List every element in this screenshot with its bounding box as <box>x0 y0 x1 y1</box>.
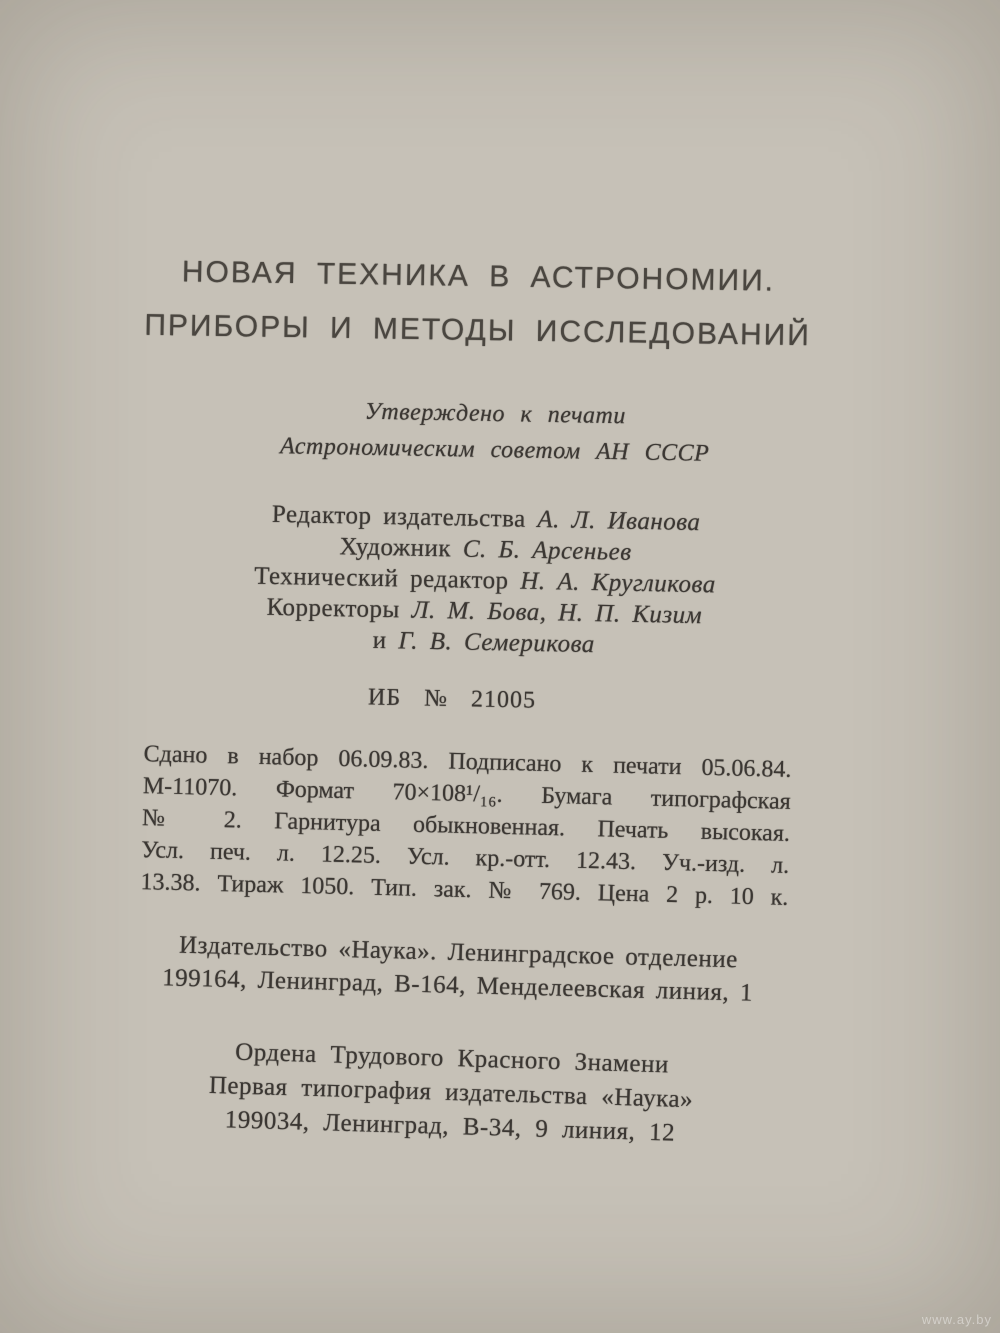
printer-address <box>100 1032 803 1155</box>
photo-watermark: www.ay.by <box>921 1312 992 1327</box>
printer-line1: Ордена Трудового Красного Знамени <box>234 1038 670 1079</box>
imprint-data <box>140 738 792 914</box>
staff-name: Г. В. Семерикова <box>398 627 596 659</box>
imprint-line: 13.38. Тираж 1050. Тип. зак. № 769. Цена 2 р. 10 к. <box>140 869 789 911</box>
publisher-line2: 199164, Ленинград, В-164, Менделеевская линия, 1 <box>161 964 754 1007</box>
printer-line3: 199034, Ленинград, В-34, 9 линия, 12 <box>224 1106 676 1147</box>
imprint-line: № 2. Гарнитура обыкновенная. Печать высокая. <box>141 805 791 847</box>
staff-name: С. Б. Арсеньев <box>462 535 632 566</box>
imprint-line: Сдано в набор 06.09.83. Подписано к печати 05.06.84. <box>143 741 792 783</box>
book-title <box>112 244 844 363</box>
approval-line2: Астрономическим советом АН СССР <box>279 433 710 467</box>
approval-line1: Утверждено к печати <box>364 398 627 430</box>
staff-name: Л. М. Бова, Н. П. Кизим <box>411 596 703 630</box>
book-title-line1: НОВАЯ ТЕХНИКА В АСТРОНОМИИ. <box>181 255 776 298</box>
book-title-line2: ПРИБОРЫ И МЕТОДЫ ИССЛЕДОВАНИЙ <box>144 308 812 353</box>
publisher-address <box>107 927 808 1011</box>
publisher-line1: Издательство «Наука». Ленинградское отделение <box>178 931 739 974</box>
imprint-line: Усл. печ. л. 12.25. Усл. кр.-отт. 12.43. Уч.-изд. л. <box>140 837 790 879</box>
staff-role: и <box>372 626 387 655</box>
imprint-line: М-11070. Формат 70×108¹/₁₆. Бумага типографская <box>142 773 792 815</box>
printer-line2: Первая типография издательства «Наука» <box>208 1071 694 1114</box>
staff-role: Художник <box>339 533 452 563</box>
staff-name: А. Л. Иванова <box>537 505 701 537</box>
approval-note <box>189 391 800 474</box>
staff-role: Редактор издательства <box>271 500 526 533</box>
staff-credits <box>154 497 817 665</box>
staff-role: Корректоры <box>266 593 401 624</box>
staff-role: Технический редактор <box>253 562 509 595</box>
ib-number: ИБ № 21005 <box>367 684 537 714</box>
staff-name: Н. А. Кругликова <box>520 567 717 599</box>
